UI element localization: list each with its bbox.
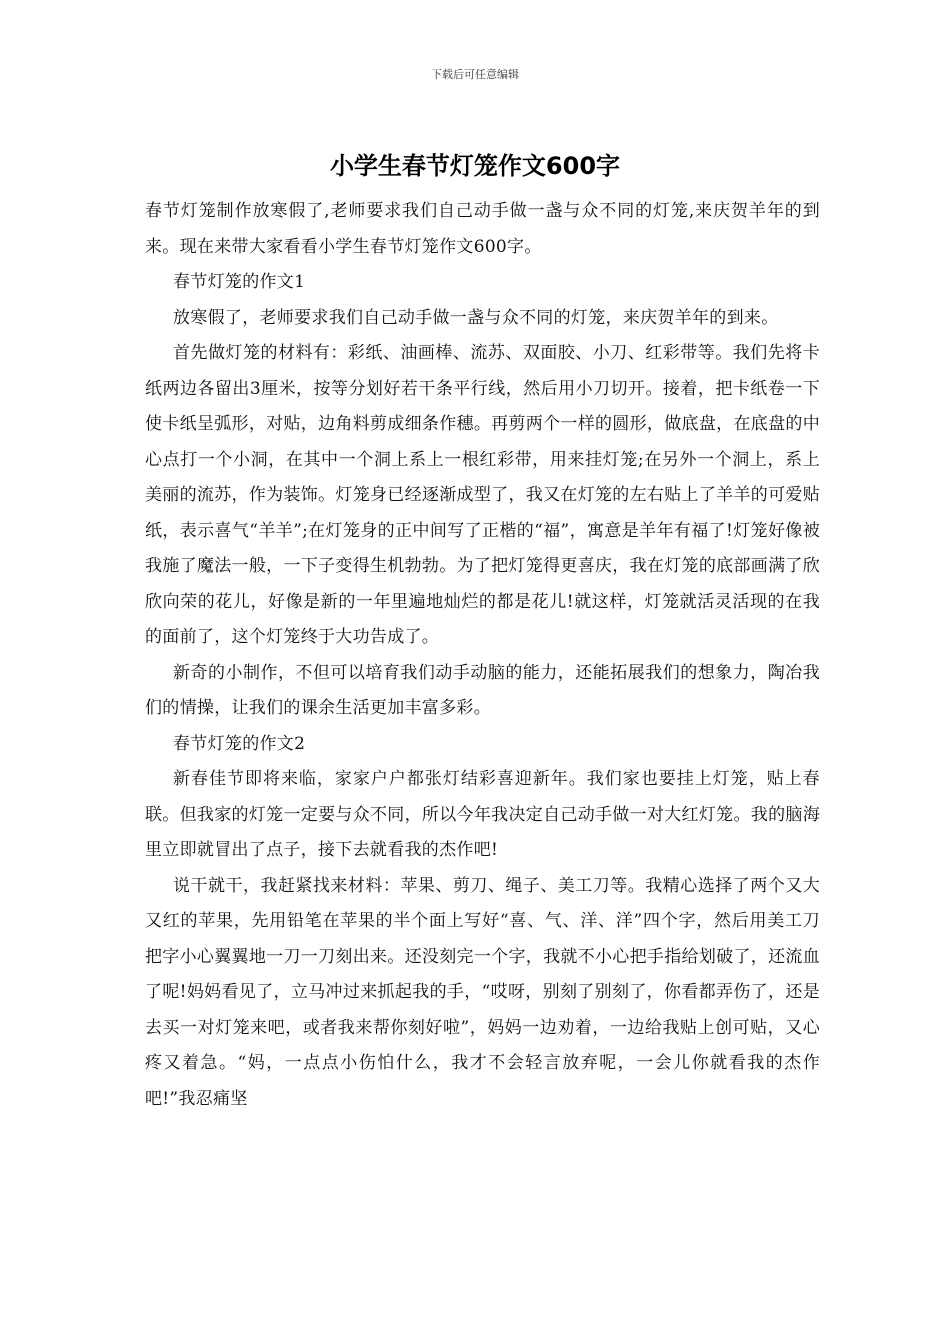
paragraph-intro: 春节灯笼制作放寒假了,老师要求我们自己动手做一盏与众不同的灯笼,来庆贺羊年的到来。现在来带大家看看小学生春节灯笼作文600字。 [145,201,820,257]
paragraph: 首先做灯笼的材料有：彩纸、油画棒、流苏、双面胶、小刀、红彩带等。我们先将卡纸两边各留出3厘米，按等分划好若干条平行线，然后用小刀切开。接着，把卡纸卷一下使卡纸呈弧形，对贴，边角料剪成细条作穗。再剪两个一样的圆形，做底盘，在底盘的中心点打一个小洞，在其中一个洞上系上一根红彩带，用来挂灯笼;在另外一个洞上，系上美丽的流苏，作为装饰。灯笼身已经逐渐成型了，我又在灯笼的左右贴上了羊羊的可爱贴纸，表示喜气“羊羊”;在灯笼身的正中间写了正楷的“福”，寓意是羊年有福了!灯笼好像被我施了魔法一般，一下子变得生机勃勃。为了把灯笼得更喜庆，我在灯笼的底部画满了欣欣向荣的花儿，好像是新的一年里遍地灿烂的都是花儿!就这样，灯笼就活灵活现的在我的面前了，这个灯笼终于大功告成了。 [145,343,820,647]
section-heading-2: 春节灯笼的作文2 [173,733,306,754]
paragraph: 说干就干，我赶紧找来材料：苹果、剪刀、绳子、美工刀等。我精心选择了两个又大又红的苹果，先用铅笔在苹果的半个面上写好“喜、气、洋、洋”四个字，然后用美工刀把字小心翼翼地一刀一刀刻出来。还没刻完一个字，我就不小心把手指给划破了，还流血了呢!妈妈看见了，立马冲过来抓起我的手，“哎呀，别刻了别刻了，你看都弄伤了，还是去买一对灯笼来吧，或者我来帮你刻好啦”，妈妈一边劝着，一边给我贴上创可贴，又心疼又着急。“妈，一点点小伤怕什么，我才不会轻言放弃呢，一会儿你就看我的杰作吧!”我忍痛坚 [145,875,820,1109]
header-note: 下载后可任意编辑 [431,68,519,81]
paragraph: 新奇的小制作，不但可以培育我们动手动脑的能力，还能拓展我们的想象力，陶冶我们的情操，让我们的课余生活更加丰富多彩。 [145,662,820,718]
page-title: 小学生春节灯笼作文600字 [329,152,621,180]
paragraph: 放寒假了，老师要求我们自己动手做一盏与众不同的灯笼，来庆贺羊年的到来。 [173,307,779,328]
section-heading-1: 春节灯笼的作文1 [173,272,306,292]
paragraph: 新春佳节即将来临，家家户户都张灯结彩喜迎新年。我们家也要挂上灯笼，贴上春联。但我家的灯笼一定要与众不同，所以今年我决定自己动手做一对大红灯笼。我的脑海里立即就冒出了点子，接下去就看我的杰作吧! [145,769,820,860]
document-body [145,194,820,1117]
